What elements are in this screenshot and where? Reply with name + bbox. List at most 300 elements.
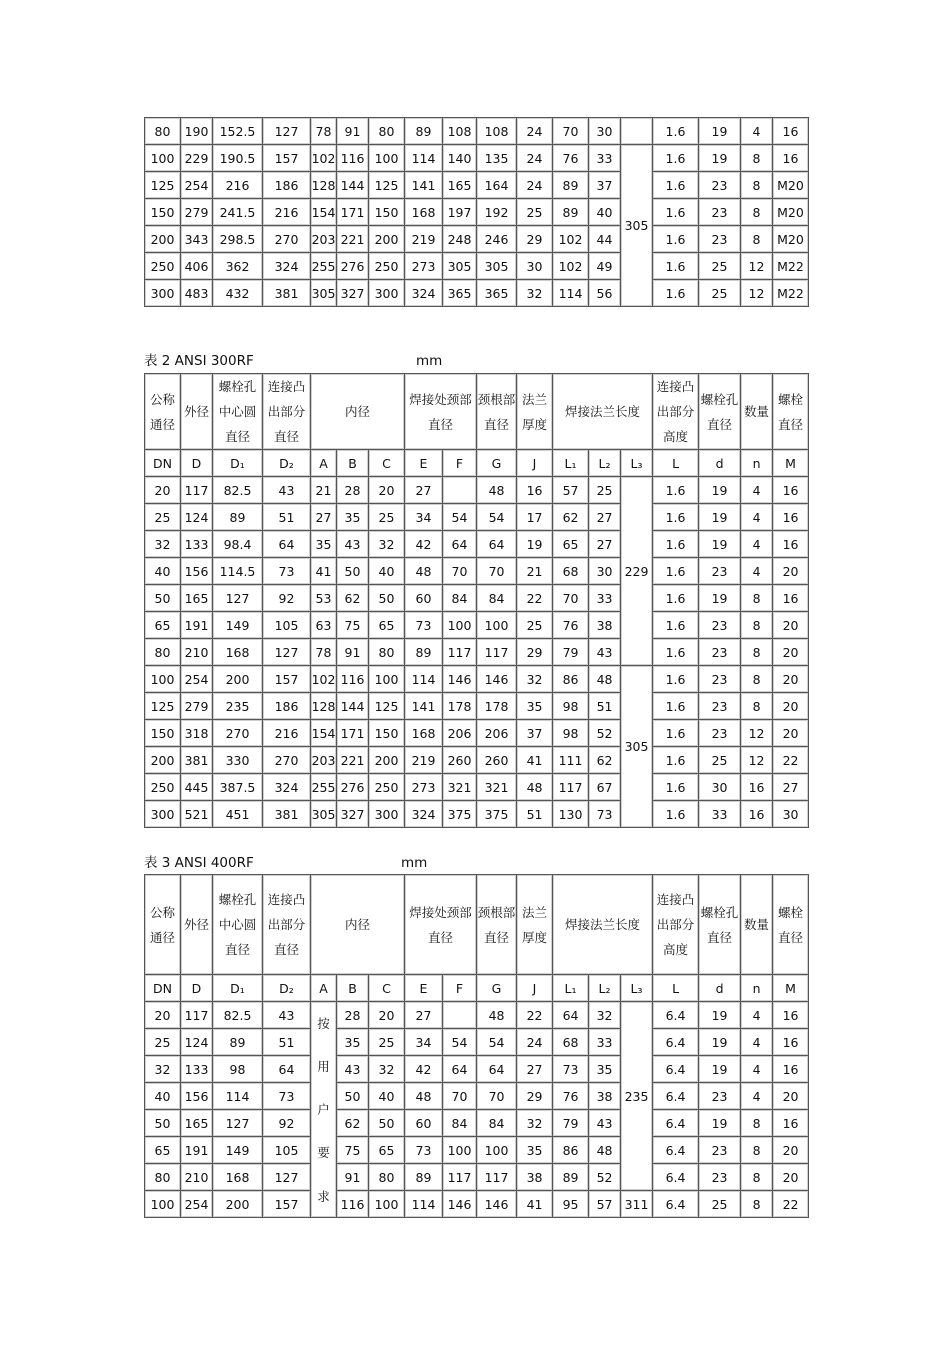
table-cell: 210 <box>181 1164 213 1191</box>
table-cell: 4 <box>741 1002 773 1029</box>
table-cell: 127 <box>213 1110 263 1137</box>
table-cell: 95 <box>553 1191 589 1218</box>
table-cell: 84 <box>443 585 477 612</box>
symbol-cell: L <box>653 975 699 1002</box>
table-cell: 235 <box>213 693 263 720</box>
table-cell: 108 <box>443 118 477 145</box>
table-cell: 40 <box>369 1083 405 1110</box>
table-cell: 22 <box>773 747 809 774</box>
table-cell: 24 <box>517 145 553 172</box>
table-cell: 82.5 <box>213 477 263 504</box>
table-cell: 23 <box>699 639 741 666</box>
symbol-cell: DN <box>145 450 181 477</box>
l3-merged-cell: 305 <box>621 145 653 307</box>
table-cell: 16 <box>773 504 809 531</box>
symbol-cell: G <box>477 450 517 477</box>
table-cell: 89 <box>405 1164 443 1191</box>
table-cell: 8 <box>741 226 773 253</box>
symbol-cell: D₁ <box>213 975 263 1002</box>
table-cell: 260 <box>477 747 517 774</box>
table-cell: 451 <box>213 801 263 828</box>
table-cell: 432 <box>213 280 263 307</box>
table-cell: 16 <box>741 774 773 801</box>
table-cell: 260 <box>443 747 477 774</box>
table-cell: 43 <box>337 531 369 558</box>
table-cell: 42 <box>405 1056 443 1083</box>
symbol-cell: B <box>337 975 369 1002</box>
header-bolt-dia: 螺栓直径 <box>773 875 809 975</box>
table-cell: 25 <box>699 253 741 280</box>
table-cell: 41 <box>517 747 553 774</box>
table-cell: 23 <box>699 226 741 253</box>
table-cell: 124 <box>181 504 213 531</box>
table-cell: 19 <box>517 531 553 558</box>
table-cell: 324 <box>405 801 443 828</box>
table-cell: 8 <box>741 639 773 666</box>
table-cell: 91 <box>337 639 369 666</box>
table-row <box>145 585 809 612</box>
table-cell: 12 <box>741 280 773 307</box>
table-cell: 23 <box>699 172 741 199</box>
header-weld-neck: 焊接处颈部直径 <box>405 875 477 975</box>
table-row <box>145 666 809 693</box>
table-cell: 318 <box>181 720 213 747</box>
table-cell: 48 <box>405 1083 443 1110</box>
table-cell: 48 <box>517 774 553 801</box>
table-cell: 43 <box>337 1056 369 1083</box>
table-cell: M20 <box>773 172 809 199</box>
table-cell: 65 <box>145 1137 181 1164</box>
table-cell: 33 <box>589 585 621 612</box>
table-cell: 100 <box>477 1137 517 1164</box>
table-cell: 28 <box>337 477 369 504</box>
table-cell: 127 <box>213 585 263 612</box>
table-row <box>145 1191 809 1218</box>
table-cell: 70 <box>553 118 589 145</box>
table-cell: 34 <box>405 504 443 531</box>
table-cell: 48 <box>589 666 621 693</box>
table-cell: 70 <box>477 558 517 585</box>
table-cell: 200 <box>369 747 405 774</box>
table-cell: 20 <box>773 1137 809 1164</box>
symbol-cell: D₂ <box>263 450 311 477</box>
table-row <box>145 1002 809 1029</box>
table-cell: 25 <box>699 1191 741 1218</box>
table-cell: 102 <box>311 145 337 172</box>
symbol-cell: D₂ <box>263 975 311 1002</box>
table-cell: 191 <box>181 612 213 639</box>
table-cell: 21 <box>517 558 553 585</box>
table-cell: 19 <box>699 477 741 504</box>
header-outer: 外径 <box>181 374 213 450</box>
table-cell: 23 <box>699 1137 741 1164</box>
table-row <box>145 504 809 531</box>
table-cell: 1.6 <box>653 172 699 199</box>
table-cell: 24 <box>517 1029 553 1056</box>
table-cell: 42 <box>405 531 443 558</box>
table-cell: 1.6 <box>653 774 699 801</box>
table-cell: 24 <box>517 118 553 145</box>
table-cell: 12 <box>741 747 773 774</box>
table-cell: 114 <box>553 280 589 307</box>
table-cell: 270 <box>263 226 311 253</box>
table-cell: 330 <box>213 747 263 774</box>
table-cell: 12 <box>741 720 773 747</box>
table-cell: 229 <box>181 145 213 172</box>
table-cell: 29 <box>517 226 553 253</box>
table-cell: 43 <box>589 639 621 666</box>
table-cell: 197 <box>443 199 477 226</box>
table-cell: 1.6 <box>653 145 699 172</box>
table-cell: 30 <box>589 558 621 585</box>
table-cell: 19 <box>699 1110 741 1137</box>
table-cell: 20 <box>773 639 809 666</box>
header-flange-thickness: 法兰厚度 <box>517 374 553 450</box>
table-cell: 19 <box>699 1056 741 1083</box>
table-cell: 32 <box>145 531 181 558</box>
table-cell: 100 <box>369 145 405 172</box>
table-cell: 89 <box>213 504 263 531</box>
table-cell: 64 <box>477 1056 517 1083</box>
table-cell: 98.4 <box>213 531 263 558</box>
table-cell: 25 <box>517 612 553 639</box>
table-cell: 276 <box>337 253 369 280</box>
table-cell: 23 <box>699 558 741 585</box>
table-cell: 190.5 <box>213 145 263 172</box>
header-nominal: 公称通径 <box>145 374 181 450</box>
symbol-cell: L₁ <box>553 975 589 1002</box>
table-cell: 300 <box>145 280 181 307</box>
table-cell: 1.6 <box>653 477 699 504</box>
table-cell: 200 <box>213 666 263 693</box>
table-cell: 21 <box>311 477 337 504</box>
table-cell: 102 <box>553 253 589 280</box>
symbol-cell: L₂ <box>589 450 621 477</box>
table-cell: 86 <box>553 666 589 693</box>
header-weld-length: 焊接法兰长度 <box>553 374 653 450</box>
table-cell: 32 <box>369 1056 405 1083</box>
table-cell: 146 <box>477 1191 517 1218</box>
table-cell: 33 <box>589 1029 621 1056</box>
table-cell: 100 <box>443 1137 477 1164</box>
table-cell: 375 <box>443 801 477 828</box>
table-cell: 100 <box>443 612 477 639</box>
table-cell: 305 <box>477 253 517 280</box>
table-cell: 19 <box>699 145 741 172</box>
table-cell: 149 <box>213 1137 263 1164</box>
table-2-unit: mm <box>416 353 443 369</box>
table-cell: 54 <box>477 1029 517 1056</box>
table-cell: 20 <box>145 1002 181 1029</box>
table-cell: 156 <box>181 558 213 585</box>
table-cell: 73 <box>589 801 621 828</box>
table-cell: 1.6 <box>653 504 699 531</box>
table-cell: 1.6 <box>653 253 699 280</box>
table-cell: 70 <box>443 1083 477 1110</box>
table-cell: 19 <box>699 504 741 531</box>
table-cell: 221 <box>337 226 369 253</box>
table-cell: 203 <box>311 747 337 774</box>
table-row <box>145 531 809 558</box>
table-cell: 27 <box>773 774 809 801</box>
table-cell: 254 <box>181 666 213 693</box>
table-cell: 100 <box>369 1191 405 1218</box>
table-cell: 30 <box>589 118 621 145</box>
symbol-row <box>145 450 809 477</box>
symbol-cell: A <box>311 450 337 477</box>
table-cell: 40 <box>589 199 621 226</box>
table-cell: 221 <box>337 747 369 774</box>
table-cell: 190 <box>181 118 213 145</box>
table-cell: 157 <box>263 1191 311 1218</box>
table-cell: 117 <box>477 1164 517 1191</box>
table-cell: 300 <box>145 801 181 828</box>
table-cell: 25 <box>699 747 741 774</box>
table-cell: 51 <box>263 1029 311 1056</box>
table-cell: 32 <box>145 1056 181 1083</box>
table-cell: 37 <box>517 720 553 747</box>
table-cell: 343 <box>181 226 213 253</box>
table-cell: 1.6 <box>653 639 699 666</box>
table-cell: 250 <box>369 774 405 801</box>
table-cell: 4 <box>741 477 773 504</box>
table-cell: 16 <box>773 531 809 558</box>
table-cell: 8 <box>741 1191 773 1218</box>
table-cell: 92 <box>263 585 311 612</box>
table-cell: 16 <box>773 118 809 145</box>
table-cell: 387.5 <box>213 774 263 801</box>
table-cell: 23 <box>699 720 741 747</box>
header-outer: 外径 <box>181 875 213 975</box>
table-cell: 22 <box>517 585 553 612</box>
table-cell: 17 <box>517 504 553 531</box>
table-cell: 27 <box>405 477 443 504</box>
table-cell: 200 <box>145 226 181 253</box>
table-cell: 27 <box>589 531 621 558</box>
table-2-caption <box>144 352 443 370</box>
table-cell: 117 <box>443 1164 477 1191</box>
table-cell: 8 <box>741 1137 773 1164</box>
table-cell: 50 <box>145 585 181 612</box>
table-cell: 76 <box>553 1083 589 1110</box>
header-neck-root: 颈根部直径 <box>477 875 517 975</box>
table-cell: 16 <box>773 145 809 172</box>
header-raised-height: 连接凸出部分高度 <box>653 875 699 975</box>
table-cell: 70 <box>553 585 589 612</box>
table-cell: 125 <box>369 693 405 720</box>
table-cell: 150 <box>145 720 181 747</box>
table-cell: 78 <box>311 118 337 145</box>
table-cell: 1.6 <box>653 801 699 828</box>
table-cell: 86 <box>553 1137 589 1164</box>
table-cell: 35 <box>337 1029 369 1056</box>
table-cell: 44 <box>589 226 621 253</box>
table-cell: 32 <box>517 1110 553 1137</box>
table-cell: 276 <box>337 774 369 801</box>
table-cell: 250 <box>145 253 181 280</box>
table-cell: 483 <box>181 280 213 307</box>
table-cell: 25 <box>145 1029 181 1056</box>
table-cell: 89 <box>213 1029 263 1056</box>
table-cell: 80 <box>145 118 181 145</box>
symbol-cell: B <box>337 450 369 477</box>
symbol-cell: J <box>517 450 553 477</box>
symbol-cell: L₁ <box>553 450 589 477</box>
table-cell: 16 <box>773 477 809 504</box>
table-cell: 92 <box>263 1110 311 1137</box>
flange-table-3 <box>144 874 809 1218</box>
table-cell: 365 <box>443 280 477 307</box>
table-cell: 1.6 <box>653 118 699 145</box>
table-cell: 191 <box>181 1137 213 1164</box>
table-cell: 49 <box>589 253 621 280</box>
symbol-cell: L <box>653 450 699 477</box>
table-cell: 4 <box>741 1083 773 1110</box>
flange-table-1 <box>144 117 809 307</box>
table-cell: 381 <box>181 747 213 774</box>
table-cell: 38 <box>589 1083 621 1110</box>
table-cell: 64 <box>263 531 311 558</box>
l3-blank-cell <box>621 118 653 145</box>
table-cell: 219 <box>405 747 443 774</box>
table-cell: 73 <box>263 1083 311 1110</box>
table-cell: 52 <box>589 1164 621 1191</box>
table-cell: 125 <box>145 693 181 720</box>
table-cell: 67 <box>589 774 621 801</box>
header-inner: 内径 <box>311 374 405 450</box>
table-cell: 157 <box>263 145 311 172</box>
table-cell: 40 <box>369 558 405 585</box>
table-cell: 154 <box>311 199 337 226</box>
table-cell: 64 <box>443 1056 477 1083</box>
table-cell: 98 <box>553 693 589 720</box>
table-cell: 24 <box>517 172 553 199</box>
table-cell: 80 <box>369 1164 405 1191</box>
table-cell: 41 <box>517 1191 553 1218</box>
table-cell: 33 <box>699 801 741 828</box>
table-cell: 16 <box>773 1056 809 1083</box>
table-cell: 48 <box>477 1002 517 1029</box>
table-cell: 105 <box>263 1137 311 1164</box>
table-cell: 200 <box>369 226 405 253</box>
table-cell: 168 <box>405 720 443 747</box>
table-cell: 48 <box>405 558 443 585</box>
table-cell: 19 <box>699 1002 741 1029</box>
table-cell: 300 <box>369 280 405 307</box>
table-cell: 178 <box>477 693 517 720</box>
table-row <box>145 1083 809 1110</box>
header-bolt-dia: 螺栓直径 <box>773 374 809 450</box>
table-cell: 1.6 <box>653 585 699 612</box>
table-cell: 19 <box>699 118 741 145</box>
table-cell: 78 <box>311 639 337 666</box>
header-bolt-hole: 螺栓孔直径 <box>699 875 741 975</box>
table-cell: 216 <box>263 199 311 226</box>
table-cell: 41 <box>311 558 337 585</box>
table-cell <box>443 1002 477 1029</box>
table-cell: M20 <box>773 199 809 226</box>
table-cell: 16 <box>773 1029 809 1056</box>
table-cell: 19 <box>699 585 741 612</box>
table-cell: 63 <box>311 612 337 639</box>
header-raised-face: 连接凸出部分直径 <box>263 374 311 450</box>
table-cell: 1.6 <box>653 747 699 774</box>
table-cell: 8 <box>741 1164 773 1191</box>
table-row <box>145 253 809 280</box>
a-note-char: 用 <box>317 1058 330 1074</box>
table-cell: 20 <box>369 477 405 504</box>
table-cell: 16 <box>773 585 809 612</box>
table-cell: 168 <box>213 639 263 666</box>
table-row <box>145 172 809 199</box>
table-cell: 70 <box>443 558 477 585</box>
table-cell: 35 <box>311 531 337 558</box>
header-inner: 内径 <box>311 875 405 975</box>
table-cell: 23 <box>699 666 741 693</box>
symbol-cell: C <box>369 975 405 1002</box>
header-flange-thickness: 法兰厚度 <box>517 875 553 975</box>
symbol-cell: L₂ <box>589 975 621 1002</box>
table-row <box>145 1164 809 1191</box>
table-cell: 311 <box>621 1191 653 1218</box>
table-cell: 4 <box>741 504 773 531</box>
table-cell: 125 <box>145 172 181 199</box>
table-cell: 324 <box>263 774 311 801</box>
table-cell: 23 <box>699 612 741 639</box>
table-cell: 73 <box>405 1137 443 1164</box>
table-cell: 16 <box>773 1110 809 1137</box>
table-cell: 91 <box>337 1164 369 1191</box>
table-cell: 140 <box>443 145 477 172</box>
table-cell: 255 <box>311 774 337 801</box>
table-cell: 54 <box>443 1029 477 1056</box>
table-row <box>145 1110 809 1137</box>
table-cell: 114 <box>405 666 443 693</box>
header-nominal: 公称通径 <box>145 875 181 975</box>
table-cell: 117 <box>181 477 213 504</box>
table-cell: 8 <box>741 585 773 612</box>
table-cell: 80 <box>145 639 181 666</box>
table-cell: 20 <box>773 693 809 720</box>
table-cell: 48 <box>589 1137 621 1164</box>
table-cell: 27 <box>405 1002 443 1029</box>
table-cell: 33 <box>589 145 621 172</box>
table-cell: 23 <box>699 1083 741 1110</box>
table-cell: 135 <box>477 145 517 172</box>
table-cell: 270 <box>263 747 311 774</box>
table-cell: 305 <box>443 253 477 280</box>
table-cell: 321 <box>443 774 477 801</box>
table-row <box>145 280 809 307</box>
table-row <box>145 145 809 172</box>
table-cell: 30 <box>699 774 741 801</box>
table-cell: 171 <box>337 199 369 226</box>
table-cell <box>443 477 477 504</box>
symbol-cell: C <box>369 450 405 477</box>
table-row <box>145 774 809 801</box>
table-cell: 82.5 <box>213 1002 263 1029</box>
table-cell: 144 <box>337 693 369 720</box>
table-cell: 57 <box>589 1191 621 1218</box>
table-cell: 35 <box>517 1137 553 1164</box>
table-3-title: 表 3 ANSI 400RF <box>144 855 254 871</box>
table-cell: 25 <box>145 504 181 531</box>
table-cell: 114 <box>405 145 443 172</box>
table-2-title: 表 2 ANSI 300RF <box>144 353 254 369</box>
table-row <box>145 118 809 145</box>
table-cell: 300 <box>369 801 405 828</box>
table-row <box>145 747 809 774</box>
